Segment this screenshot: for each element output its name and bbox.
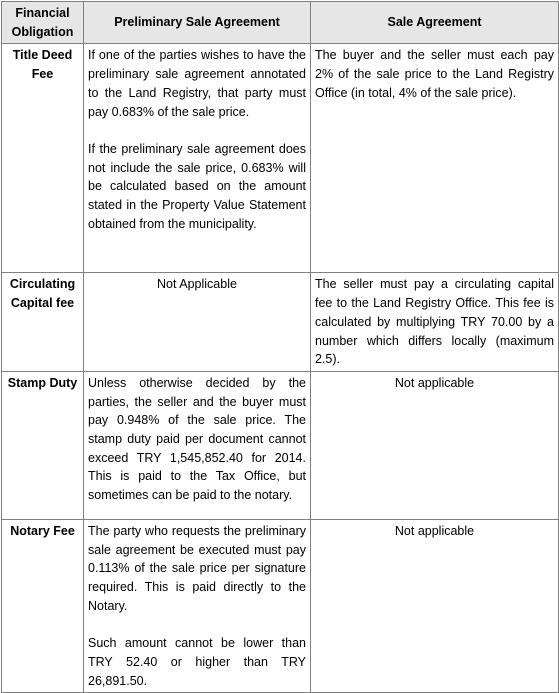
notary-fee-preliminary-para-1: The party who requests the preliminary sale agreement be executed must pay 0.113% of the sale price per signature required. This is paid directly to the Notary. bbox=[88, 523, 306, 613]
stamp-duty-sale: Not applicable bbox=[311, 371, 559, 519]
stamp-duty-preliminary: Unless otherwise decided by the parties, the seller and the buyer must pay 0.948% of the sale price. The stamp duty paid per document cannot exceed TRY 1,545,852.40 for 2014. This is paid to the Tax Office, but sometimes can be paid to the notary. bbox=[84, 371, 311, 519]
table-row-notary-fee bbox=[2, 519, 559, 692]
title-deed-fee-preliminary-para-2: If the preliminary sale agreement does not include the sale price, 0.683% will be calculated based on the amount stated in the Property Value Statement obtained from the municipality. bbox=[88, 141, 306, 231]
header-financial-obligation: Financial Obligation bbox=[2, 2, 84, 44]
table-row-circulating-capital-fee bbox=[2, 273, 559, 372]
circulating-capital-fee-sale: The seller must pay a circulating capital fee to the Land Registry Office. This fee is calculated by multiplying TRY 70.00 by a number which differs locally (maximum 2.5). bbox=[311, 273, 559, 372]
notary-fee-preliminary bbox=[84, 519, 311, 692]
notary-fee-sale: Not applicable bbox=[311, 519, 559, 692]
table-header-row bbox=[2, 2, 559, 44]
obligation-title-deed-fee: Title Deed Fee bbox=[2, 44, 84, 273]
table-row-stamp-duty bbox=[2, 371, 559, 519]
financial-obligations-table bbox=[1, 1, 559, 693]
obligation-notary-fee: Notary Fee bbox=[2, 519, 84, 692]
title-deed-fee-preliminary bbox=[84, 44, 311, 273]
obligation-stamp-duty: Stamp Duty bbox=[2, 371, 84, 519]
table-row-title-deed-fee bbox=[2, 44, 559, 273]
title-deed-fee-preliminary-para-1: If one of the parties wishes to have the preliminary sale agreement annotated to the Land Registry, that party must pay 0.683% of the sale price. bbox=[88, 48, 306, 119]
title-deed-fee-sale: The buyer and the seller must each pay 2% of the sale price to the Land Registry Office (in total, 4% of the sale price). bbox=[311, 44, 559, 273]
notary-fee-preliminary-para-2: Such amount cannot be lower than TRY 52.40 or higher than TRY 26,891.50. bbox=[88, 636, 306, 688]
header-sale-agreement: Sale Agreement bbox=[311, 2, 559, 44]
header-preliminary-sale-agreement: Preliminary Sale Agreement bbox=[84, 2, 311, 44]
obligation-circulating-capital-fee: Circulating Capital fee bbox=[2, 273, 84, 372]
circulating-capital-fee-preliminary: Not Applicable bbox=[84, 273, 311, 372]
